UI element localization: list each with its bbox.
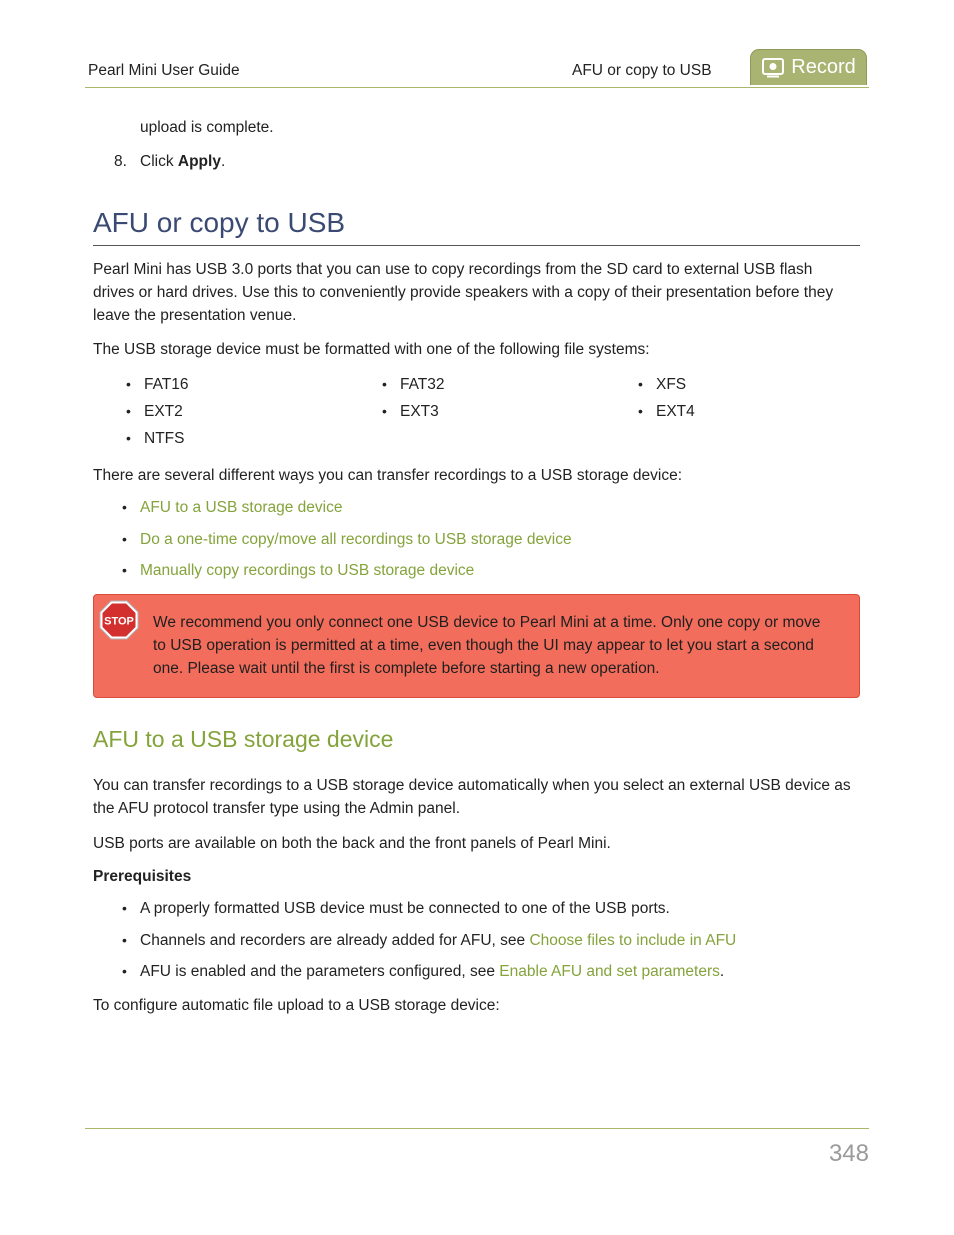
bullet: •: [122, 900, 127, 916]
page-number: 348: [828, 1140, 869, 1167]
record-icon: [761, 56, 785, 80]
link-one-time-copy[interactable]: Do a one-time copy/move all recordings to USB storage device: [140, 531, 572, 548]
header-section-title: AFU or copy to USB: [572, 62, 712, 79]
header-doc-title: Pearl Mini User Guide: [88, 62, 240, 79]
bullet: •: [638, 403, 643, 419]
filesystem-item: FAT32: [400, 376, 445, 393]
bullet: •: [126, 403, 131, 419]
prereq-item: [140, 960, 724, 983]
section1-para3: There are several different ways you can transfer recordings to a USB storage device:: [93, 467, 683, 484]
bullet: •: [126, 430, 131, 446]
prereq-item: A properly formatted USB device must be connected to one of the USB ports.: [140, 900, 670, 917]
bullet: •: [126, 376, 131, 392]
filesystem-item: EXT4: [656, 403, 695, 420]
para-line: You can transfer recordings to a USB storage device automatically when you select an external USB device as: [93, 777, 851, 794]
filesystem-item: XFS: [656, 376, 687, 393]
filesystem-item: NTFS: [144, 430, 185, 447]
section1-para2: The USB storage device must be formatted with one of the following file systems:: [93, 341, 650, 358]
bullet: •: [382, 403, 387, 419]
bullet: •: [122, 562, 127, 578]
step-bold: Apply: [177, 153, 221, 170]
bullet: •: [122, 963, 127, 979]
step-prefix: Click: [140, 153, 178, 170]
bullet: •: [638, 376, 643, 392]
subsection-heading: AFU to a USB storage device: [93, 726, 394, 752]
record-badge: [750, 49, 867, 85]
para1-line: drives or hard drives. Use this to conveniently provide speakers with a copy of their presentation before they: [93, 284, 834, 301]
section2-para2: USB ports are available on both the back and the front panels of Pearl Mini.: [93, 835, 611, 852]
section2-para1: [93, 774, 863, 820]
step-8: [140, 150, 225, 173]
warning-box: [93, 594, 860, 698]
prereq-text: AFU is enabled and the parameters configured, see: [140, 963, 500, 980]
prereq-suffix: .: [719, 963, 725, 980]
warning-text: [153, 611, 843, 680]
step-number: 8.: [114, 153, 127, 170]
bullet: •: [122, 932, 127, 948]
para1-line: Pearl Mini has USB 3.0 ports that you can use to copy recordings from the SD card to external USB flash: [93, 261, 813, 278]
continuation-text: upload is complete.: [140, 119, 274, 136]
para-line: the AFU protocol transfer type using the Admin panel.: [93, 800, 461, 817]
closing-text: To configure automatic file upload to a USB storage device:: [93, 997, 500, 1014]
step-suffix: .: [220, 153, 226, 170]
section1-para1: [93, 258, 863, 327]
footer-rule: [85, 1128, 869, 1129]
link-enable-afu[interactable]: Enable AFU and set parameters: [499, 963, 720, 980]
bullet: •: [122, 531, 127, 547]
stop-sign-text: STOP: [104, 615, 134, 628]
header-rule: [85, 87, 869, 88]
para1-line: leave the presentation venue.: [93, 307, 297, 324]
prerequisites-heading: Prerequisites: [93, 868, 192, 885]
warning-line: to USB operation is permitted at a time, even though the UI may appear to let you start a second: [153, 637, 814, 654]
record-label: Record: [791, 56, 856, 78]
bullet: •: [382, 376, 387, 392]
prereq-text: Channels and recorders are already added for AFU, see: [140, 932, 530, 949]
link-choose-files[interactable]: Choose files to include in AFU: [529, 932, 737, 949]
warning-line: one. Please wait until the first is complete before starting a new operation.: [153, 660, 660, 677]
filesystem-item: EXT2: [144, 403, 183, 420]
link-afu-usb[interactable]: AFU to a USB storage device: [140, 499, 343, 516]
section-heading-rule: [93, 245, 860, 246]
filesystem-item: FAT16: [144, 376, 189, 393]
bullet: •: [122, 499, 127, 515]
section-heading: AFU or copy to USB: [93, 207, 346, 238]
filesystem-item: EXT3: [400, 403, 439, 420]
prereq-item: [140, 929, 736, 952]
stop-sign-icon: [98, 599, 140, 641]
warning-line: We recommend you only connect one USB device to Pearl Mini at a time. Only one copy or move: [153, 614, 821, 631]
link-manual-copy[interactable]: Manually copy recordings to USB storage device: [140, 562, 475, 579]
